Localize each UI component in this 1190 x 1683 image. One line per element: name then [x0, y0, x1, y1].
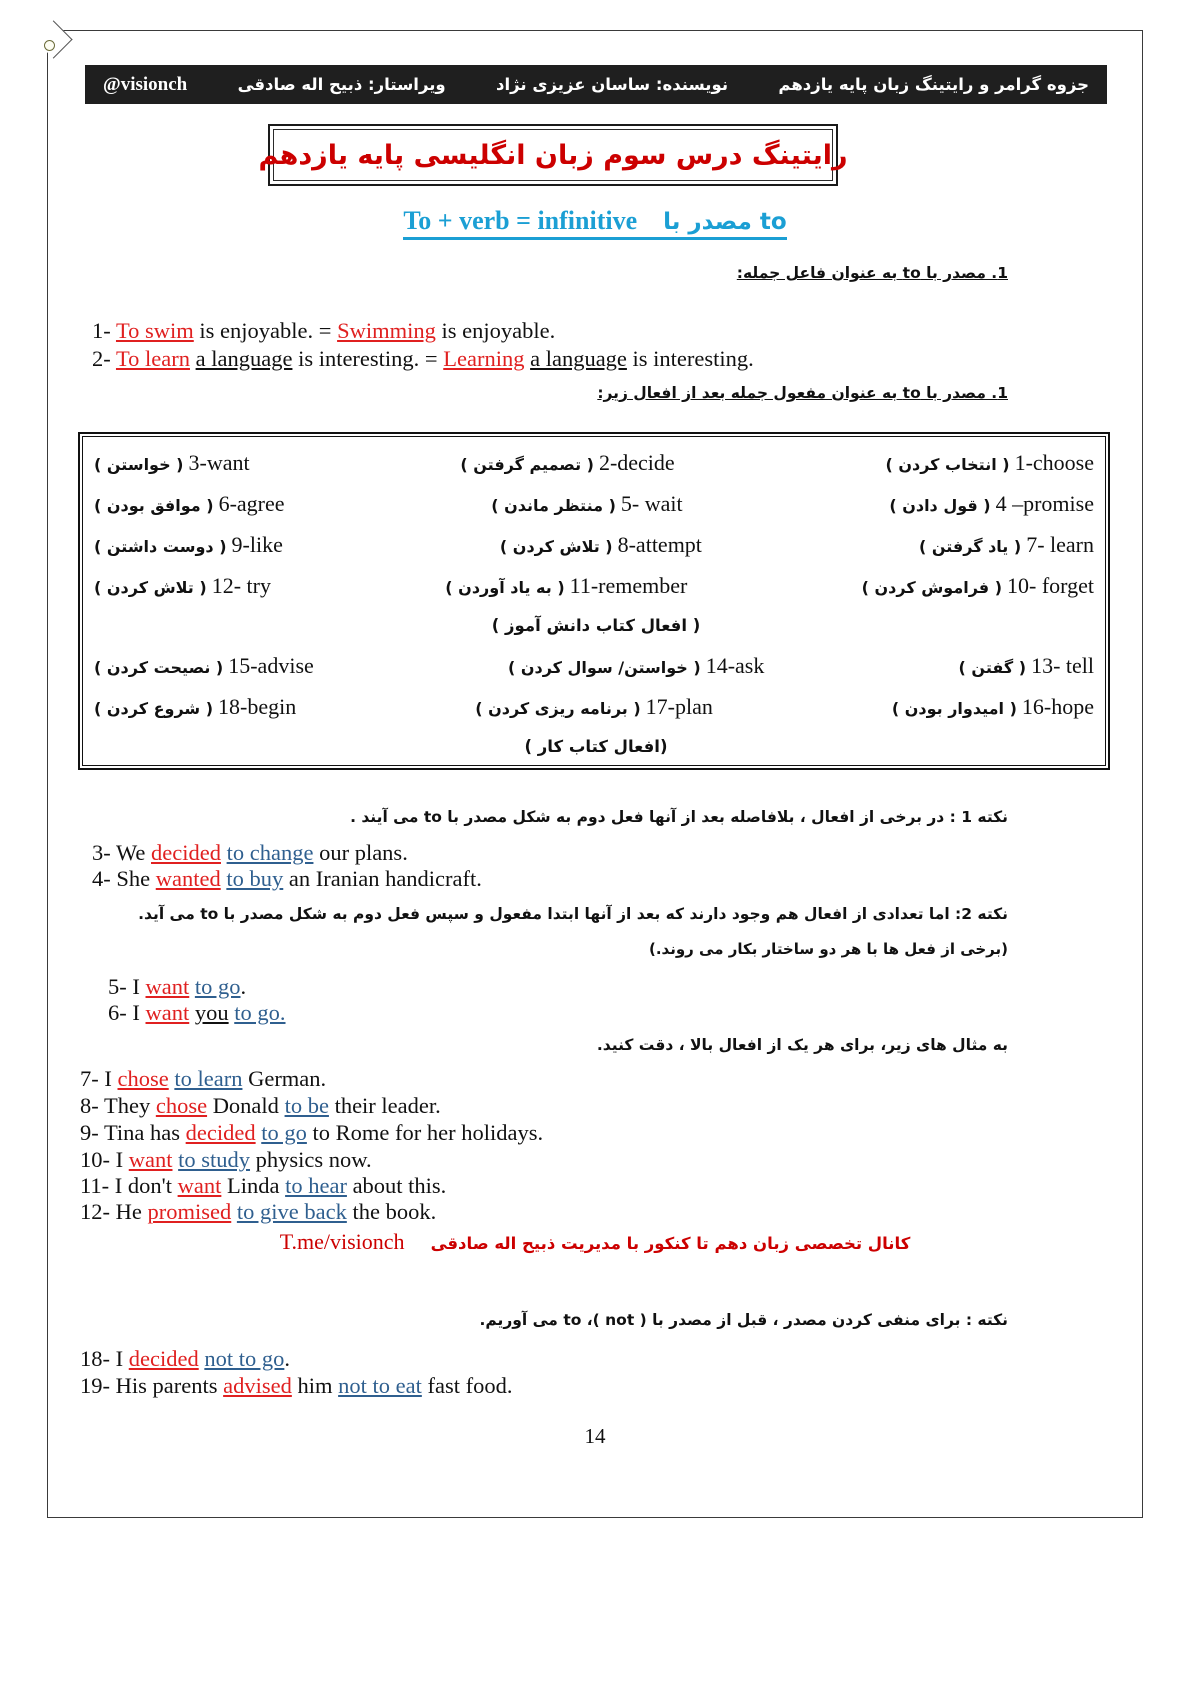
- highlight-infinitive: not to eat: [338, 1373, 422, 1398]
- verb-persian-meaning: ( دوست داشتن ): [94, 537, 227, 556]
- highlight-verb: decided: [185, 1120, 256, 1145]
- verb-english: 16-hope: [1021, 694, 1094, 719]
- verb-persian-meaning: ( تلاش کردن ): [499, 537, 613, 556]
- telegram-promo-line: [0, 1229, 1190, 1255]
- highlight-verb: Swimming: [337, 318, 436, 343]
- verb-entry: [491, 491, 682, 517]
- example-line: [92, 318, 555, 344]
- highlight-verb: To learn: [115, 346, 190, 371]
- verb-english: 18-begin: [218, 694, 297, 719]
- example-line: [80, 1093, 441, 1119]
- verb-persian-meaning: ( قول دادن ): [889, 496, 991, 515]
- sentence-text: their leader.: [328, 1093, 441, 1118]
- highlight-infinitive: to learn: [174, 1066, 243, 1091]
- section2-heading: 1. مصدر با to به عنوان مفعول جمله بعد از افعال زیر:: [597, 384, 1008, 402]
- verb-english: 17-plan: [645, 694, 713, 719]
- verb-english: 3-want: [188, 450, 250, 475]
- paper-frame: [47, 30, 1143, 1518]
- sentence-text: fast food.: [421, 1373, 513, 1398]
- sentence-text: I don't: [114, 1173, 178, 1198]
- sentence-text: is enjoyable. =: [193, 318, 338, 343]
- verb-entry: [94, 573, 271, 599]
- highlight-verb: decided: [128, 1346, 199, 1371]
- sentence-text: They: [103, 1093, 156, 1118]
- header-author: نویسنده: ساسان عزیزی نژاد: [496, 75, 729, 94]
- sentence-text: .: [240, 974, 247, 999]
- sentence-text: Tina has: [103, 1120, 186, 1145]
- highlight-infinitive: to go: [261, 1120, 307, 1145]
- example-number: 8-: [80, 1093, 104, 1118]
- verb-entry: [94, 694, 296, 720]
- verb-persian-meaning: ( فراموش کردن ): [861, 578, 1003, 597]
- verb-persian-meaning: ( انتخاب کردن ): [885, 455, 1010, 474]
- example-line: [80, 1147, 372, 1173]
- example-line: [80, 1120, 543, 1146]
- verb-persian-meaning: ( نصیحت کردن ): [94, 658, 224, 677]
- verb-entry: [94, 653, 314, 679]
- sentence-text: our plans.: [313, 840, 408, 865]
- sentence-text: She: [116, 866, 156, 891]
- verb-persian-meaning: ( خواستن ): [94, 455, 184, 474]
- sentence-text: I: [132, 974, 146, 999]
- sentence-text: to Rome for her holidays.: [306, 1120, 544, 1145]
- highlight-verb: chose: [155, 1093, 208, 1118]
- lesson-title-box-inner: [258, 129, 848, 181]
- verb-entry: [475, 694, 713, 720]
- verb-english: 9-like: [231, 532, 283, 557]
- sentence-text: Donald: [207, 1093, 285, 1118]
- verb-entry: [862, 573, 1094, 599]
- verb-entry: [94, 450, 250, 476]
- highlight-verb: promised: [147, 1199, 232, 1224]
- example-number: 6-: [108, 1000, 133, 1025]
- example-line: [80, 1199, 436, 1225]
- verb-entry: [919, 532, 1094, 558]
- verb-box-note-student: ( افعال کتاب دانش آموز ): [491, 616, 701, 635]
- example-line: [80, 1173, 446, 1199]
- highlight-infinitive: to hear: [285, 1173, 347, 1198]
- highlight-verb: decided: [151, 840, 221, 865]
- example-number: 12-: [80, 1199, 116, 1224]
- highlight-object: a language: [530, 346, 627, 371]
- verb-entry: [460, 450, 674, 476]
- note2-text: نکته 2: اما تعدادی از افعال هم وجود دارند که بعد از آنها ابتدا مفعول و سپس فعل دوم به شکل مصدر با to می آید.: [138, 905, 1008, 923]
- sentence-text: Linda: [221, 1173, 286, 1198]
- telegram-promo-fa: کانال تخصصی زبان دهم تا کنکور با مدیریت ذبیح اله صادقی: [430, 1234, 911, 1253]
- verb-english: 8-attempt: [617, 532, 702, 557]
- note3-text: به مثال های زیر، برای هر یک از افعال بالا ، دقت کنید.: [596, 1036, 1008, 1054]
- verb-row: [94, 532, 1094, 558]
- highlight-verb: advised: [223, 1373, 292, 1398]
- example-number: 4-: [92, 866, 117, 891]
- highlight-verb: want: [145, 974, 190, 999]
- example-number: 2-: [92, 346, 116, 371]
- highlight-object: a language: [195, 346, 293, 371]
- highlight-verb: Learning: [443, 346, 525, 371]
- example-number: 5-: [108, 974, 133, 999]
- sentence-text: I: [104, 1066, 118, 1091]
- verb-persian-meaning: ( برنامه ریزی کردن ): [475, 699, 641, 718]
- highlight-infinitive: to give back: [236, 1199, 347, 1224]
- verb-row: [94, 573, 1094, 599]
- highlight-infinitive: to go.: [234, 1000, 286, 1025]
- verb-entry: [885, 450, 1094, 476]
- verb-row: [94, 653, 1094, 679]
- sentence-text: is interesting. =: [292, 346, 444, 371]
- verb-persian-meaning: ( گفتن ): [958, 658, 1027, 677]
- example-line: [108, 974, 246, 1000]
- example-number: 10-: [80, 1147, 116, 1172]
- sentence-text: is interesting.: [626, 346, 754, 371]
- sentence-text: I: [115, 1346, 129, 1371]
- subtitle-fa: مصدر با to: [663, 209, 787, 235]
- verb-persian-meaning: ( موافق بودن ): [94, 496, 214, 515]
- verb-persian-meaning: ( شروع کردن ): [94, 699, 214, 718]
- verb-english: 2-decide: [598, 450, 675, 475]
- header-telegram-handle: @visionch: [103, 73, 188, 95]
- sentence-text: .: [284, 1346, 290, 1371]
- sentence-text: I: [132, 1000, 146, 1025]
- verb-entry: [959, 653, 1094, 679]
- sentence-text: about this.: [346, 1173, 447, 1198]
- example-number: 7-: [80, 1066, 105, 1091]
- example-line: [92, 866, 482, 892]
- note2-subtext: (برخی از فعل ها با هر دو ساختار بکار می روند.): [648, 940, 1008, 958]
- highlight-verb: To swim: [115, 318, 194, 343]
- verb-english: 11-remember: [569, 573, 688, 598]
- example-number: 11-: [80, 1173, 115, 1198]
- sentence-text: the book.: [346, 1199, 437, 1224]
- verb-english: 14-ask: [705, 653, 765, 678]
- example-number: 18-: [80, 1346, 116, 1371]
- subtitle-banner: [403, 206, 786, 240]
- highlight-verb: want: [128, 1147, 173, 1172]
- highlight-verb: chose: [117, 1066, 169, 1091]
- example-line: [80, 1373, 512, 1399]
- sentence-text: We: [115, 840, 152, 865]
- corner-dot-decoration: [44, 40, 55, 51]
- verb-row: [94, 450, 1094, 476]
- verb-box-note-workbook: (افعال کتاب کار ): [524, 737, 668, 756]
- example-line: [108, 1000, 286, 1026]
- sentence-text: German.: [242, 1066, 327, 1091]
- example-line: [80, 1346, 290, 1372]
- verb-persian-meaning: ( تصمیم گرفتن ): [460, 455, 594, 474]
- sentence-text: him: [291, 1373, 339, 1398]
- sentence-text: is enjoyable.: [435, 318, 556, 343]
- verb-entry: [892, 694, 1094, 720]
- verb-entry: [889, 491, 1094, 517]
- verb-persian-meaning: ( منتظر ماندن ): [491, 496, 616, 515]
- telegram-promo-link[interactable]: T.me/visionch: [279, 1229, 405, 1254]
- sentence-text: He: [115, 1199, 148, 1224]
- verb-persian-meaning: ( یاد گرفتن ): [918, 537, 1022, 556]
- verb-row: [94, 491, 1094, 517]
- verb-row: [94, 694, 1094, 720]
- verb-english: 5- wait: [620, 491, 683, 516]
- verb-persian-meaning: ( خواستن/ سوال کردن ): [507, 658, 701, 677]
- verb-persian-meaning: ( به یاد آوردن ): [445, 578, 565, 597]
- header-title: جزوه گرامر و رایتینگ زبان پایه یازدهم: [778, 75, 1089, 94]
- verb-english: 6-agree: [218, 491, 285, 516]
- example-line: [80, 1066, 326, 1092]
- highlight-infinitive: to go: [194, 974, 241, 999]
- verb-english: 10- forget: [1007, 573, 1094, 598]
- example-number: 3-: [92, 840, 116, 865]
- lesson-title: رایتینگ درس سوم زبان انگلیسی پایه یازدهم: [258, 139, 848, 171]
- sentence-text: His parents: [115, 1373, 224, 1398]
- highlight-verb: wanted: [155, 866, 221, 891]
- verb-entry: [445, 573, 687, 599]
- subtitle-row: [0, 206, 1190, 240]
- verb-persian-meaning: ( امیدوار بودن ): [891, 699, 1017, 718]
- highlight-infinitive: to be: [284, 1093, 329, 1118]
- header-editor: ویراستار: ذبیح اله صادقی: [237, 75, 446, 94]
- highlight-infinitive: to buy: [226, 866, 284, 891]
- highlight-verb: want: [177, 1173, 222, 1198]
- highlight-infinitive: to change: [226, 840, 314, 865]
- sentence-text: I: [115, 1147, 129, 1172]
- highlight-verb: want: [145, 1000, 190, 1025]
- note1-text: نکته 1 : در برخی از افعال ، بلافاصله بعد از آنها فعل دوم به شکل مصدر با to می آیند .: [350, 808, 1008, 826]
- verb-english: 7- learn: [1026, 532, 1094, 557]
- verb-entry: [94, 532, 283, 558]
- verb-english: 4 –promise: [995, 491, 1094, 516]
- document-header-bar: [85, 65, 1107, 104]
- verb-list-box: [78, 432, 1110, 770]
- example-number: 9-: [80, 1120, 104, 1145]
- highlight-infinitive: not to go: [204, 1346, 285, 1371]
- lesson-title-box: [258, 124, 848, 186]
- verb-english: 13- tell: [1031, 653, 1094, 678]
- page-number: 14: [584, 1424, 606, 1448]
- example-number: 19-: [80, 1373, 116, 1398]
- verb-entry: [508, 653, 764, 679]
- verb-entry: [94, 491, 285, 517]
- example-line: [92, 840, 408, 866]
- example-number: 1-: [92, 318, 116, 343]
- verb-english: 12- try: [211, 573, 271, 598]
- verb-english: 1-choose: [1014, 450, 1094, 475]
- verb-persian-meaning: ( تلاش کردن ): [94, 578, 207, 597]
- highlight-object: you: [194, 1000, 229, 1025]
- highlight-infinitive: to study: [178, 1147, 251, 1172]
- section1-heading: 1. مصدر با to به عنوان فاعل جمله:: [736, 264, 1008, 282]
- verb-entry: [500, 532, 702, 558]
- subtitle-en: To + verb = infinitive: [403, 206, 638, 235]
- sentence-text: an Iranian handicraft.: [283, 866, 482, 891]
- example-line: [92, 346, 754, 372]
- note4-text: نکته : برای منفی کردن مصدر ، قبل از مصدر با to ،( not ) می آوریم.: [479, 1311, 1008, 1329]
- verb-english: 15-advise: [228, 653, 314, 678]
- sentence-text: physics now.: [250, 1147, 372, 1172]
